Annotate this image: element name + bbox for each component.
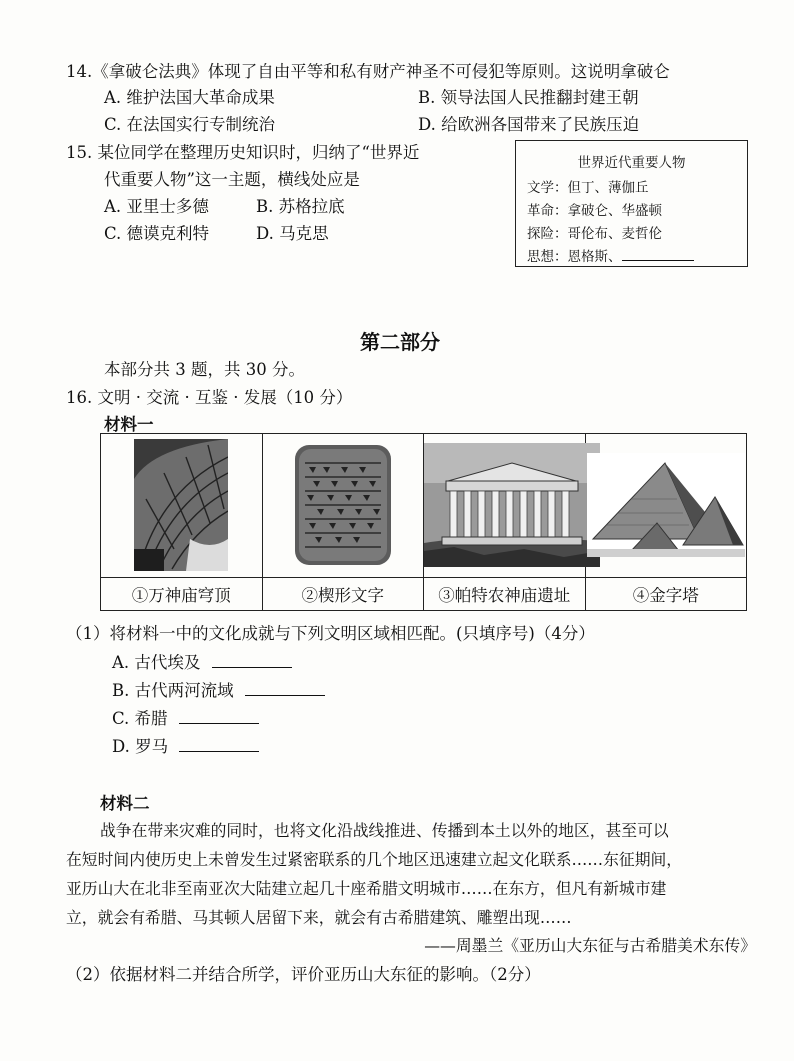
material2-line2: 在短时间内使历史上未曾发生过紧密联系的几个地区迅速建立起文化联系……东征期间， (66, 850, 683, 869)
box-row-thought-text: 思想：恩格斯、 (527, 249, 622, 265)
q14-option-c: C. 在法国实行专制统治 (104, 115, 276, 134)
caption-pyramids: ④金字塔 (585, 577, 747, 610)
q14-option-a: A. 维护法国大革命成果 (104, 88, 275, 107)
box-row-thought (527, 245, 694, 265)
q16-title: 16. 文明 · 交流 · 互鉴 · 发展（10 分） (66, 388, 353, 407)
cuneiform-tablet-image (293, 443, 393, 567)
cuneiform-cell (262, 434, 424, 578)
box-title: 世界近代重要人物 (577, 155, 686, 171)
q14-option-d: D. 给欧洲各国带来了民族压迫 (418, 115, 640, 134)
pyramids-cell (585, 434, 747, 578)
part2-title: 第二部分 (360, 330, 440, 354)
sub1-item-a (112, 649, 292, 673)
material2-label: 材料二 (100, 794, 150, 813)
part2-intro: 本部分共 3 题，共 30 分。 (104, 360, 305, 379)
sub1-blank-b[interactable] (245, 694, 325, 696)
q15-stem-line2: 代重要人物”这一主题，横线处应是 (104, 170, 360, 189)
pantheon-dome-cell (101, 434, 263, 578)
q15-option-b: B. 苏格拉底 (256, 197, 345, 216)
caption-cuneiform: ②楔形文字 (262, 577, 424, 610)
box-row-revolution: 革命：拿破仑、华盛顿 (527, 203, 662, 219)
sub1-blank-d[interactable] (179, 750, 259, 752)
material2-line3: 亚历山大在北非至南亚次大陆建立起几十座希腊文明城市……在东方，但凡有新城市建 (66, 879, 667, 898)
sub1-item-c (112, 705, 259, 729)
q15-stem-line1: 15. 某位同学在整理历史知识时，归纳了“世界近 (66, 143, 420, 162)
box-row-literature: 文学：但丁、薄伽丘 (527, 180, 649, 196)
sub1-item-b (112, 677, 325, 701)
parthenon-cell (424, 434, 586, 578)
sub1-stem: （1）将材料一中的文化成就与下列文明区域相匹配。(只填序号)（4分） (66, 624, 595, 643)
sub1-item-c-text: C. 希腊 (112, 709, 168, 728)
important-figures-box (515, 140, 748, 267)
sub1-item-d-text: D. 罗马 (112, 737, 169, 756)
q14-stem: 14.《拿破仑法典》体现了自由平等和私有财产神圣不可侵犯等原则。这说明拿破仑 (66, 62, 670, 81)
box-row-exploration: 探险：哥伦布、麦哲伦 (527, 226, 662, 242)
box-answer-blank[interactable] (622, 259, 694, 261)
q15-option-c: C. 德谟克利特 (104, 224, 210, 243)
sub1-blank-a[interactable] (212, 666, 292, 668)
material1-table (100, 433, 747, 611)
caption-parthenon: ③帕特农神庙遗址 (424, 577, 586, 610)
q15-option-d: D. 马克思 (256, 224, 329, 243)
sub1-item-b-text: B. 古代两河流域 (112, 681, 234, 700)
sub2-stem: （2）依据材料二并结合所学，评价亚历山大东征的影响。（2分） (66, 965, 541, 984)
pantheon-dome-image (134, 439, 228, 571)
caption-pantheon: ①万神庙穹顶 (101, 577, 263, 610)
parthenon-ruins-image (424, 443, 600, 567)
material2-line4: 立，就会有希腊、马其顿人居留下来，就会有古希腊建筑、雕塑出现…… (66, 908, 572, 927)
material2-source: ——周墨兰《亚历山大东征与古希腊美术东传》 (424, 936, 756, 955)
q14-option-b: B. 领导法国人民推翻封建王朝 (418, 88, 639, 107)
sub1-blank-c[interactable] (179, 722, 259, 724)
q15-option-a: A. 亚里士多德 (104, 197, 209, 216)
sub1-item-a-text: A. 古代埃及 (112, 653, 201, 672)
sub1-item-d (112, 733, 259, 757)
pyramids-image (587, 453, 745, 557)
material1-label: 材料一 (104, 415, 154, 434)
material2-line1: 战争在带来灾难的同时，也将文化沿战线推进、传播到本土以外的地区，甚至可以 (100, 821, 669, 840)
